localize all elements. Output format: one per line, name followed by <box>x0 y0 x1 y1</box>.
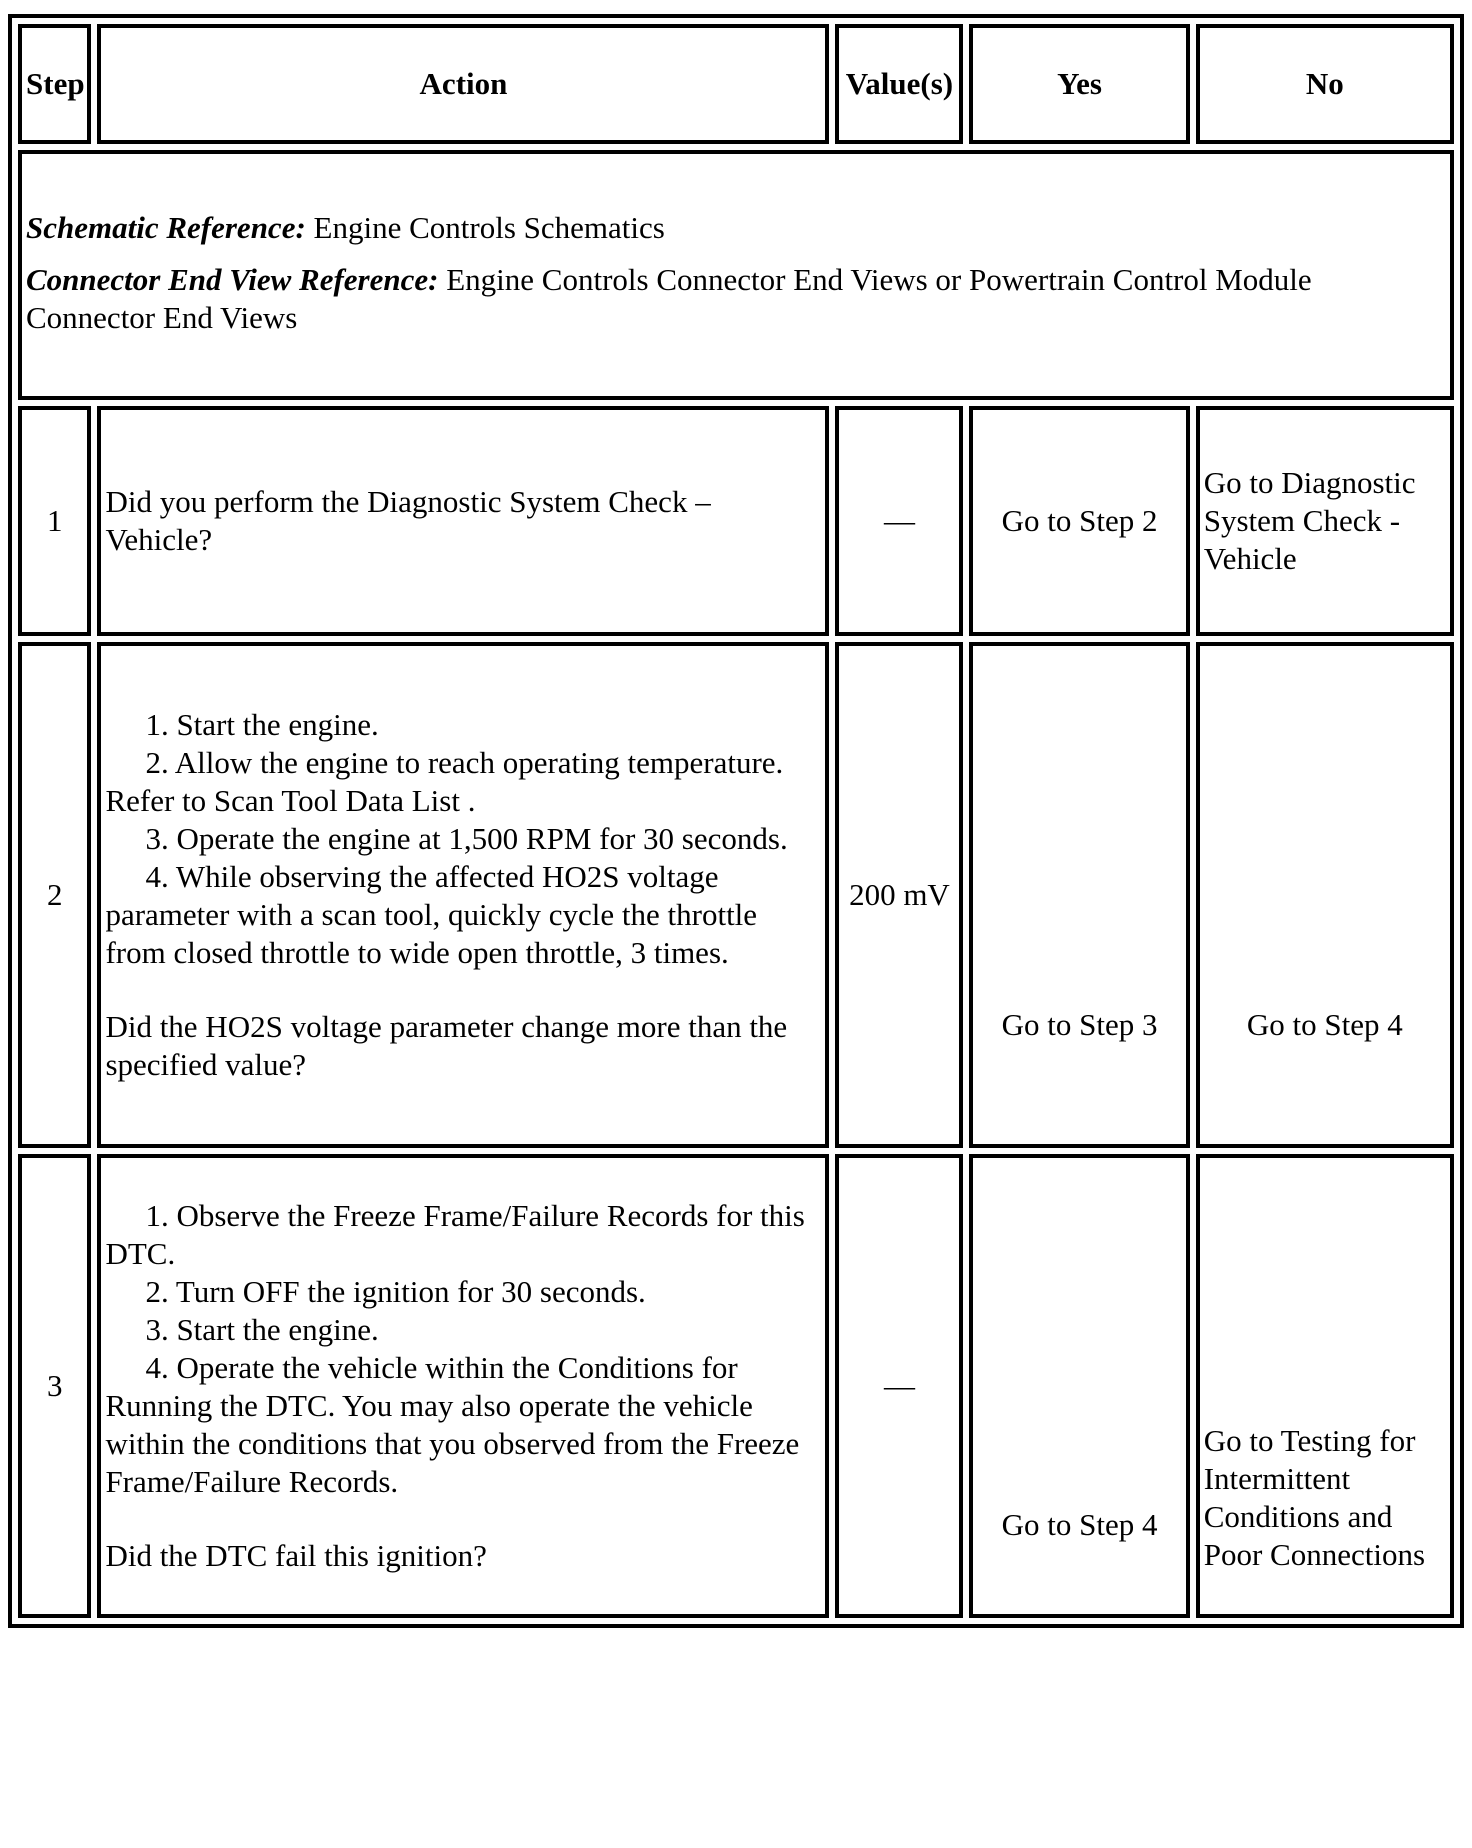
action-step: 1. Observe the Freeze Frame/Failure Records for this DTC. <box>105 1198 805 1271</box>
action-cell: Did you perform the Diagnostic System Check – Vehicle? <box>97 406 829 636</box>
value-cell: 200 mV <box>835 642 963 1148</box>
schematic-reference-label: Schematic Reference: <box>26 210 306 245</box>
reference-row <box>18 150 1454 400</box>
action-steps <box>105 706 821 972</box>
schematic-reference-text: Engine Controls Schematics <box>313 210 665 245</box>
yes-cell: Go to Step 2 <box>969 406 1189 636</box>
step-number: 2 <box>18 642 91 1148</box>
connector-reference-label: Connector End View Reference: <box>26 262 439 297</box>
action-steps <box>105 1197 821 1501</box>
yes-cell: Go to Step 4 <box>969 1154 1189 1618</box>
table-row <box>18 406 1454 636</box>
action-step: 4. Operate the vehicle within the Conditions for Running the DTC. You may also operate the vehicle within the conditions that you observed from the Freeze Frame/Failure Records. <box>105 1350 800 1499</box>
header-step: Step <box>18 24 91 144</box>
reference-cell <box>18 150 1454 400</box>
action-question: Did the DTC fail this ignition? <box>105 1538 487 1573</box>
action-step: 2. Turn OFF the ignition for 30 seconds. <box>145 1274 646 1309</box>
step-number: 3 <box>18 1154 91 1618</box>
yes-cell: Go to Step 3 <box>969 642 1189 1148</box>
no-cell: Go to Step 4 <box>1196 642 1454 1148</box>
header-action: Action <box>97 24 829 144</box>
diagnostic-table <box>8 14 1464 1628</box>
header-yes: Yes <box>969 24 1189 144</box>
action-step: 2. Allow the engine to reach operating temperature. Refer to Scan Tool Data List . <box>105 745 784 818</box>
table-row <box>18 1154 1454 1618</box>
action-cell <box>97 1154 829 1618</box>
action-question: Did the HO2S voltage parameter change more than the specified value? <box>105 1009 788 1082</box>
schematic-reference <box>26 209 1446 247</box>
no-cell: Go to Testing for Intermittent Conditions and Poor Connections <box>1196 1154 1454 1618</box>
action-step: 3. Operate the engine at 1,500 RPM for 30 seconds. <box>145 821 788 856</box>
connector-reference-text: Engine Controls Connector End Views or Powertrain Control Module Connector End Views <box>26 262 1312 335</box>
no-cell: Go to Diagnostic System Check - Vehicle <box>1196 406 1454 636</box>
table-row <box>18 642 1454 1148</box>
header-row <box>18 24 1454 144</box>
value-cell: — <box>835 406 963 636</box>
action-step: 1. Start the engine. <box>145 707 379 742</box>
header-no: No <box>1196 24 1454 144</box>
action-step: 3. Start the engine. <box>145 1312 379 1347</box>
value-cell: — <box>835 1154 963 1618</box>
action-step: 4. While observing the affected HO2S voltage parameter with a scan tool, quickly cycle the throttle from closed throttle to wide open throttle, 3 times. <box>105 859 758 970</box>
action-cell <box>97 642 829 1148</box>
connector-reference <box>26 261 1446 337</box>
header-values: Value(s) <box>835 24 963 144</box>
step-number: 1 <box>18 406 91 636</box>
